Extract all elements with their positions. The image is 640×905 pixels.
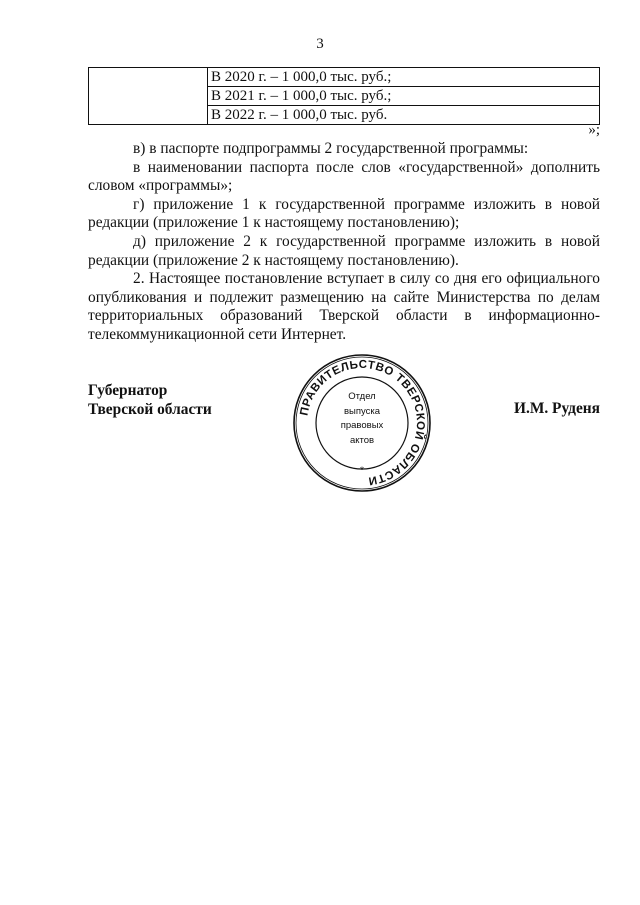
paragraph-g: г) приложение 1 к государственной программе изложить в новой редакции (приложение 1 к настоящему постановлению); (88, 195, 600, 232)
amount-2022: В 2022 г. – 1 000,0 тыс. руб. (211, 107, 388, 123)
paragraph-d: д) приложение 2 к государственной программе изложить в новой редакции (приложение 2 к настоящему постановлению). (88, 232, 600, 269)
funding-table (88, 67, 600, 125)
seal-line-4: актов (349, 434, 375, 446)
paragraph-v: в) в паспорте подпрограммы 2 государственной программы: (133, 140, 529, 157)
signatory-name: И.М. Руденя (514, 400, 600, 417)
paragraph-2: 2. Настоящее постановление вступает в силу со дня его официального опубликования и подлежит размещению на сайте Министерства по делам территориальных образований Тверской области в информационно-телекоммуникационной сети Интернет. (88, 270, 600, 343)
seal-line-2: выпуска (343, 405, 381, 417)
seal-center-text (291, 390, 433, 448)
closing-quote: »; (588, 122, 600, 138)
official-seal (291, 352, 433, 494)
document-body (88, 140, 600, 345)
page-number: 3 (316, 36, 324, 52)
signatory-position (88, 381, 212, 419)
table-values-cell (208, 68, 600, 125)
seal-line-1: Отдел (348, 391, 376, 402)
seal-star: * (359, 465, 365, 475)
table-empty-cell (89, 68, 208, 125)
position-line-2: Тверской области (88, 401, 212, 418)
amount-2020: В 2020 г. – 1 000,0 тыс. руб.; (208, 68, 599, 87)
seal-ring-text: ПРАВИТЕЛЬСТВО ТВЕРСКОЙ ОБЛАСТИ (298, 358, 427, 487)
position-line-1: Губернатор (88, 382, 168, 399)
paragraph-v-detail: в наименовании паспорта после слов «государственной» дополнить словом «программы»; (88, 158, 600, 195)
amount-2021: В 2021 г. – 1 000,0 тыс. руб.; (208, 87, 599, 106)
table-row (89, 68, 600, 125)
seal-line-3: правовых (340, 420, 384, 432)
